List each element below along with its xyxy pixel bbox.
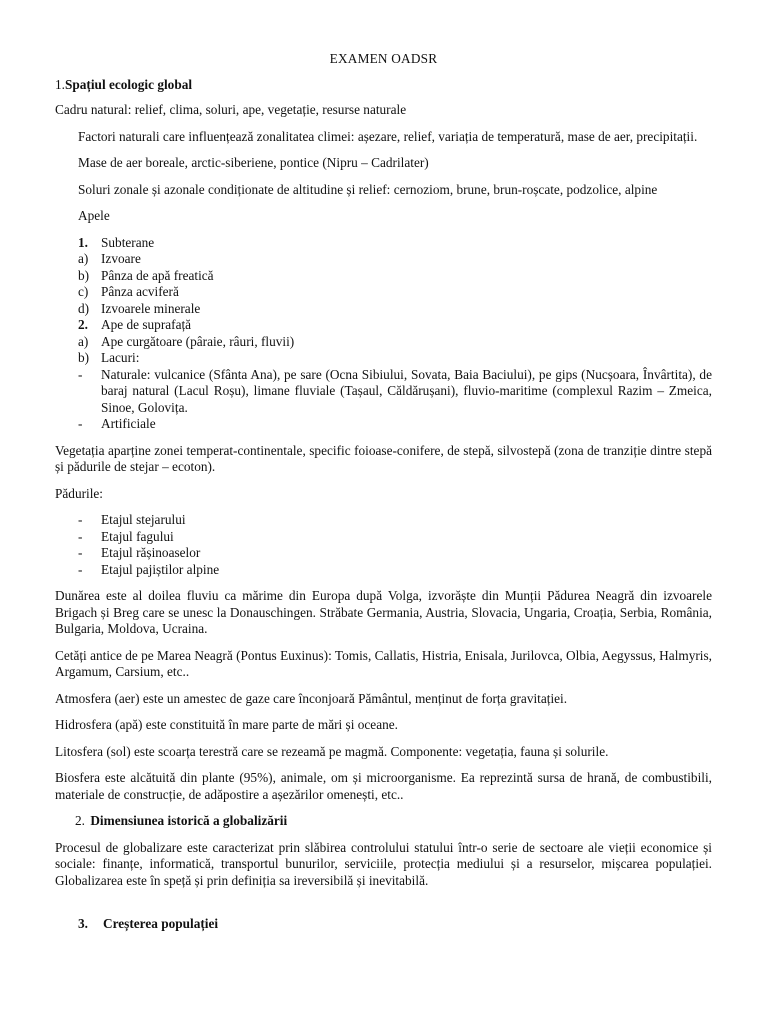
- ape-list-item: [78, 416, 712, 433]
- paduri-list-item: [78, 529, 712, 546]
- paduri-list-item: [78, 545, 712, 562]
- list-text: Naturale: vulcanice (Sfânta Ana), pe sare (Ocna Sibiului, Sovata, Baia Baciului), pe gips (Nucșoara, Învârtita), de baraj natural (Lacul Roșu), limane fluviale (Tașaul, Căldărușani), fluvio-maritime (complexul Razim – Zmeica, Sinoe, Golovița.: [101, 366, 712, 415]
- list-marker: -: [78, 561, 83, 577]
- paragraph-mase: Mase de aer boreale, arctic-siberiene, pontice (Nipru – Cadrilater): [78, 155, 429, 170]
- ape-list: [78, 235, 712, 433]
- list-text: Ape de suprafață: [101, 317, 192, 332]
- list-marker: 2.: [78, 317, 88, 332]
- list-marker: a): [78, 333, 89, 349]
- paragraph-hidrosfera: Hidrosfera (apă) este constituită în mare parte de mări și oceane.: [55, 717, 398, 732]
- list-marker: -: [78, 366, 83, 382]
- list-marker: c): [78, 284, 89, 299]
- list-text: Subterane: [101, 234, 155, 250]
- ape-list-item: [78, 284, 712, 301]
- list-marker: b): [78, 267, 90, 283]
- list-text: Pânza acviferă: [101, 284, 179, 299]
- list-text: Artificiale: [101, 416, 156, 431]
- ape-list-item: [78, 235, 712, 252]
- ape-list-item: [78, 301, 712, 318]
- section-2-title: Dimensiunea istorică a globalizării: [90, 813, 288, 828]
- document-title: EXAMEN OADSR: [329, 51, 438, 66]
- list-text: Pânza de apă freatică: [101, 267, 214, 283]
- paragraph-procesul: Procesul de globalizare este caracterizat prin slăbirea controlului statului într-o serie de sectoare ale vieții economice și sociale: finanțe, informatică, transportul bunurilor, serviciile, protecția mediului și a resurselor, mișcarea populației. Globalizarea este în speță și prin definiția sa ireversibilă și inevitabilă.: [55, 839, 712, 888]
- paragraph-cadru: Cadru natural: relief, clima, soluri, ape, vegetație, resurse naturale: [55, 102, 407, 117]
- paragraph-vegetatia: Vegetația aparține zonei temperat-continentale, specific foioase-conifere, de stepă, silvostepă (zona de tranziție dintre stepă și pădurile de stejar – ecoton).: [55, 442, 712, 474]
- paragraph-factori: Factori naturali care influențează zonalitatea climei: așezare, relief, variația de temperatură, mase de aer, precipitații.: [78, 128, 698, 144]
- paduri-list-item: [78, 562, 712, 579]
- paduri-list-item: [78, 512, 712, 529]
- ape-list-item: [78, 334, 712, 351]
- list-text: Etajul stejarului: [101, 512, 186, 527]
- paragraph-dunarea: Dunărea este al doilea fluviu ca mărime din Europa după Volga, izvorăște din Munții Pădurea Neagră din izvoarele Brigach și Breg care se unesc la Donauschingen. Străbate Germania, Austria, Slovacia, Ungaria, Croația, Serbia, România, Bulgaria, Moldova, Ucraina.: [55, 588, 712, 636]
- section-3-heading: [75, 916, 712, 933]
- list-marker: a): [78, 251, 89, 266]
- paragraph-soluri: Soluri zonale și azonale condiționate de altitudine și relief: cernoziom, brune, brun-roșcate, podzolice, alpine: [78, 181, 658, 197]
- ape-list-item: [78, 317, 712, 334]
- ape-list-item: [78, 268, 712, 285]
- paragraph-litosfera: Litosfera (sol) este scoarța terestră care se rezeamă pe magmă. Componente: vegetația, fauna și solurile.: [55, 743, 609, 759]
- paduri-list: [78, 512, 712, 578]
- list-marker: -: [78, 528, 83, 544]
- paragraph-atmosfera: Atmosfera (aer) este un amestec de gaze care înconjoară Pământul, menținut de forța gravitației.: [55, 690, 568, 706]
- section-1-heading: [55, 77, 712, 94]
- list-marker: b): [78, 350, 90, 365]
- paragraph-biosfera: Biosfera este alcătuită din plante (95%), animale, om și microorganisme. Ea reprezintă sursa de hrană, de combustibili, materiale de construcție, de adăpostire a așezărilor omenești, etc..: [55, 770, 712, 802]
- list-marker: 1.: [78, 234, 88, 250]
- list-marker: d): [78, 300, 90, 316]
- list-marker: -: [78, 545, 83, 560]
- section-3-number: 3.: [78, 916, 88, 931]
- list-text: Lacuri:: [101, 350, 140, 365]
- paragraph-apele: Apele: [78, 208, 110, 223]
- section-1-number: 1.: [55, 76, 65, 92]
- paragraph-cetati: Cetăți antice de pe Marea Neagră (Pontus Euxinus): Tomis, Callatis, Histria, Enisala, Jurilovca, Olbia, Aegyssus, Halmyris, Argamum, Carsium, etc..: [55, 647, 712, 679]
- section-2-number: 2.: [75, 813, 85, 828]
- list-marker: -: [78, 512, 83, 527]
- ape-list-item: [78, 367, 712, 417]
- list-text: Izvoare: [101, 251, 141, 266]
- paragraph-padurile: Pădurile:: [55, 485, 104, 501]
- list-text: Ape curgătoare (pâraie, râuri, fluvii): [101, 333, 295, 349]
- list-text: Etajul pajiștilor alpine: [101, 561, 220, 577]
- ape-list-item: [78, 350, 712, 367]
- section-2-heading: [75, 813, 712, 830]
- list-text: Izvoarele minerale: [101, 300, 201, 316]
- section-1-title: Spațiul ecologic global: [64, 76, 193, 92]
- ape-list-item: [78, 251, 712, 268]
- list-text: Etajul fagului: [101, 528, 174, 544]
- list-marker: -: [78, 416, 83, 431]
- list-text: Etajul rășinoaselor: [101, 545, 201, 560]
- section-3-title: Creșterea populației: [103, 916, 219, 931]
